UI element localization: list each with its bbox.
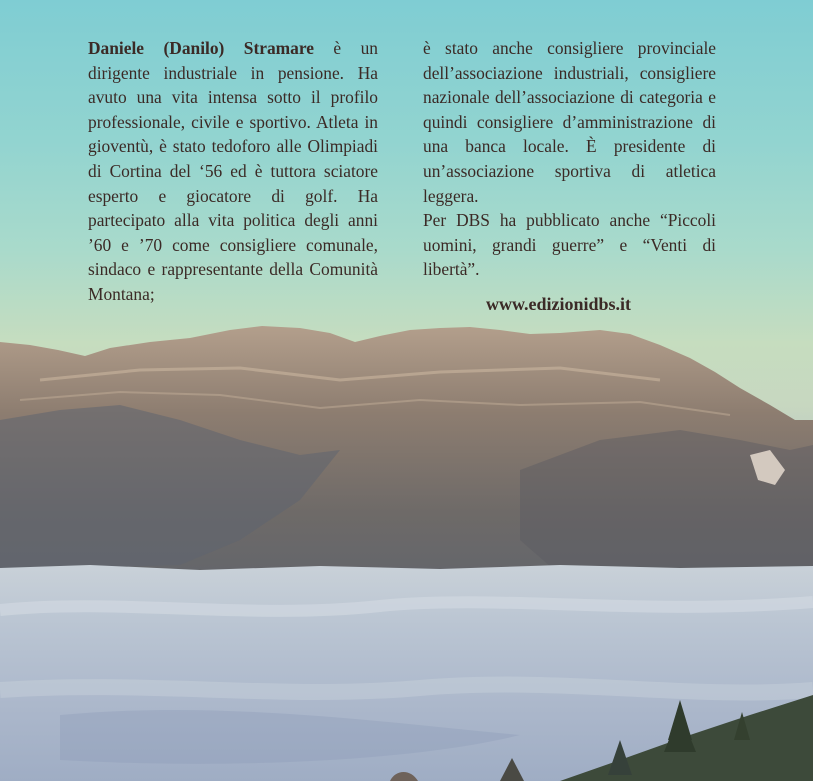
author-name: Daniele (Danilo) Stramare (88, 38, 314, 58)
fog-band (0, 602, 813, 611)
bio-paragraph (88, 36, 378, 307)
publisher-website[interactable]: www.edizionidbs.it (486, 294, 632, 314)
fog-band (0, 685, 813, 693)
bio-left-column (88, 36, 378, 307)
bio-text: è un dirigente industriale in pensione. Ha avuto una vita intensa sotto il profilo professionale, civile e sportivo. Atleta in gioventù, è stato tedoforo alle Olimpiadi di Cortina del ‘56 ed è tuttora sciatore esperto e giocatore di golf. Ha partecipato alla vita politica degli anni ’60 e ’70 come consigliere comunale, sindaco e rappresentante della Comunità Montana; (88, 38, 378, 304)
bio-publications: Per DBS ha pubblicato anche “Piccoli uomini, grandi guerre” e “Venti di libertà”. (423, 210, 716, 280)
bio-right-column (423, 36, 716, 282)
bio-paragraph: è stato anche consigliere provinciale dell’associazione industriali, consigliere nazionale dell’associazione di categoria e quindi consigliere d’amministrazione di una banca locale. È presidente di un’associazione sportiva di atletica leggera. (423, 38, 716, 206)
